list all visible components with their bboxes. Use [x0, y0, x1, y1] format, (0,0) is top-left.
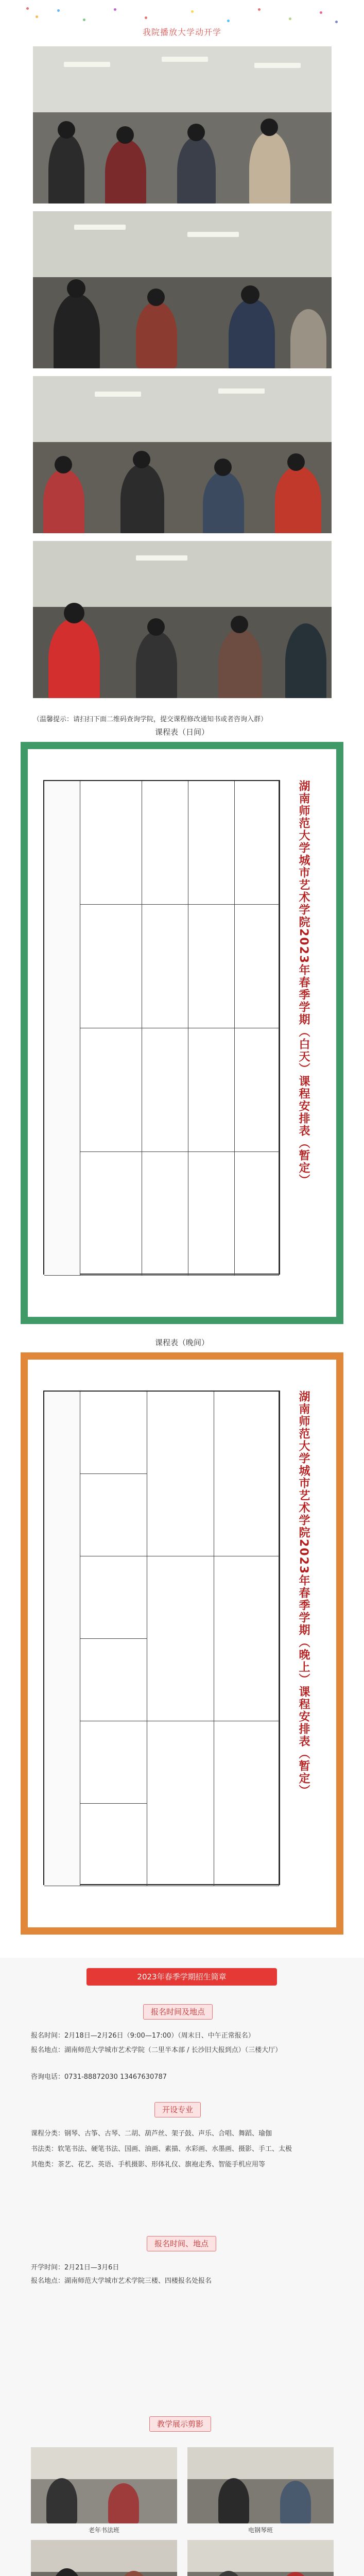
schedule-table-day	[43, 780, 280, 1275]
classroom-photo-2	[33, 211, 332, 368]
registration-phone-line: 咨询电话：0731-88872030 13467630787	[31, 2073, 167, 2081]
gallery-caption-2: 电钢琴班	[248, 2527, 273, 2534]
courses-line-3: 其他类：茶艺、花艺、英语、手机摄影、形体礼仪、旗袍走秀、智能手机应用等	[31, 2161, 266, 2168]
page-title: 我院播放大学动开学	[142, 27, 221, 37]
gallery-photo-2	[187, 2447, 334, 2523]
gallery-caption-1: 老年书法班	[88, 2527, 119, 2534]
photo-caption: （温馨提示：请扫扫下面二维码查询学院，提交课程修改通知书或者咨询入群）	[33, 716, 268, 723]
class-place-line: 报名地点：湖南师范大学城市艺术学院三楼、四楼报名处报名	[31, 2277, 212, 2285]
schedule-sheet-day	[28, 749, 336, 1317]
schedule-night-caption: 课程表（晚间）	[154, 1338, 209, 1347]
class-time-line: 开学时间：2月21日—3月6日	[31, 2264, 119, 2272]
gallery-photo-4	[187, 2540, 334, 2576]
enrollment-info-section	[0, 1958, 364, 2576]
schedule-poster-day	[21, 742, 343, 1324]
courses-line-1: 课程分类：钢琴、古筝、古琴、二胡、葫芦丝、架子鼓、声乐、合唱、舞蹈、瑜伽	[31, 2130, 272, 2138]
schedule-night-title: 湖南师范大学城市艺术学院2023年春季学期（晚上）课程安排表（暂定）	[297, 1391, 310, 1798]
schedule-day-title: 湖南师范大学城市艺术学院2023年春季学期（白天）课程安排表（暂定）	[297, 780, 310, 1187]
section-courses: 开设专业	[154, 2102, 201, 2117]
registration-place-line: 报名地点：湖南师范大学城市艺术学院（二里半本部 / 长沙旧大报到点）（三楼大厅）	[31, 2046, 282, 2054]
gallery-photo-1	[31, 2447, 177, 2523]
schedule-poster-night	[21, 1352, 343, 1935]
section-registration-time: 报名时间及地点	[143, 2004, 213, 2020]
schedule-table-night	[43, 1391, 280, 1885]
enrollment-banner: 2023年春季学期招生简章	[86, 1968, 277, 1986]
registration-time-line: 报名时间：2月18日—2月26日（9:00—17:00）（周末日、中午正常报名）	[31, 2032, 255, 2040]
section-gallery: 教学展示剪影	[149, 2416, 211, 2432]
courses-line-2: 书法类：软笔书法、硬笔书法、国画、油画、素描、水彩画、水墨画、摄影、手工、太极	[31, 2145, 292, 2153]
classroom-photo-3	[33, 376, 332, 533]
classroom-photo-4	[33, 541, 332, 698]
gallery-photo-3	[31, 2540, 177, 2576]
section-class-time: 报名时间、地点	[147, 2236, 216, 2251]
schedule-day-caption: 课程表（日间）	[154, 727, 209, 737]
decorative-dot-header	[21, 5, 342, 25]
schedule-sheet-night	[28, 1360, 336, 1927]
classroom-photo-1	[33, 46, 332, 204]
